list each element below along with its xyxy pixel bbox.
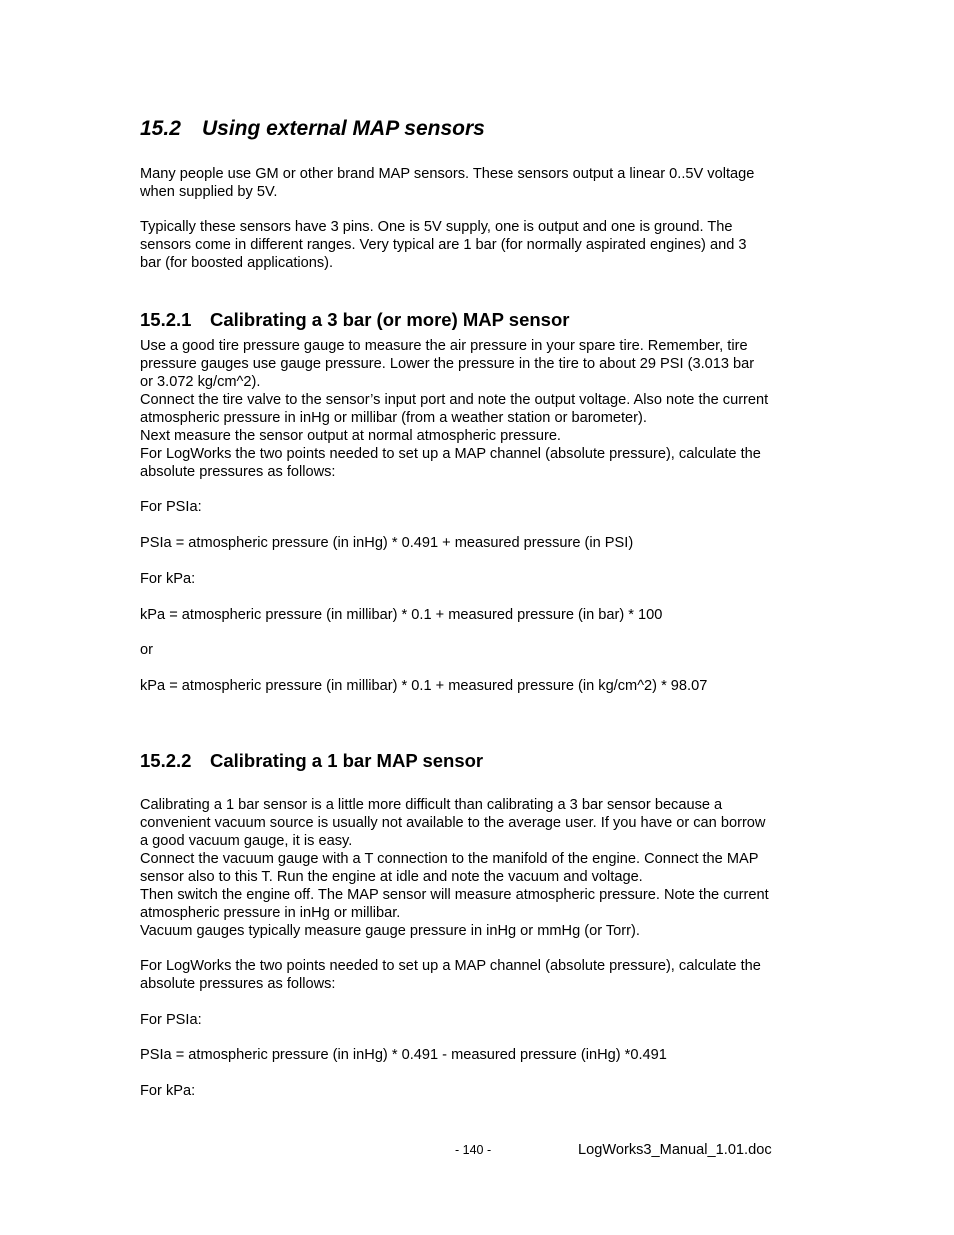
text-line: atmospheric pressure in inHg or millibar. xyxy=(140,905,401,921)
subsection-number: 15.2.1 xyxy=(140,309,192,330)
calibration-3bar-body xyxy=(140,337,820,481)
subsection-heading-1bar xyxy=(140,750,483,772)
subsection-heading-3bar xyxy=(140,309,569,331)
for-psia-label: For PSIa: xyxy=(140,499,202,515)
text-line: when supplied by 5V. xyxy=(140,184,278,200)
text-line: Connect the tire valve to the sensor’s input port and note the output voltage. Also note the current xyxy=(140,392,769,408)
text-line: Then switch the engine off. The MAP sensor will measure atmospheric pressure. Note the current xyxy=(140,887,769,903)
section-number: 15.2 xyxy=(140,117,181,140)
text-line: sensor also to this T. Run the engine at idle and note the vacuum and voltage. xyxy=(140,869,643,885)
text-line: Many people use GM or other brand MAP sensors. These sensors output a linear 0..5V voltage xyxy=(140,166,755,182)
intro-paragraph-2 xyxy=(140,218,820,272)
psia-formula-1bar: PSIa = atmospheric pressure (in inHg) * 0.491 - measured pressure (inHg) *0.491 xyxy=(140,1047,667,1063)
intro-paragraph-1 xyxy=(140,165,820,201)
for-kpa-label-1bar: For kPa: xyxy=(140,1083,196,1099)
text-line: Vacuum gauges typically measure gauge pressure in inHg or mmHg (or Torr). xyxy=(140,923,640,939)
psia-formula: PSIa = atmospheric pressure (in inHg) * 0.491 + measured pressure (in PSI) xyxy=(140,535,634,551)
text-line: a good vacuum gauge, it is easy. xyxy=(140,833,353,849)
for-psia-label-1bar: For PSIa: xyxy=(140,1012,202,1028)
text-line: sensors come in different ranges. Very typical are 1 bar (for normally aspirated engines) and 3 xyxy=(140,237,747,253)
text-line: For LogWorks the two points needed to set up a MAP channel (absolute pressure), calculate the xyxy=(140,958,761,974)
logworks-paragraph xyxy=(140,957,820,993)
text-line: Next measure the sensor output at normal atmospheric pressure. xyxy=(140,428,561,444)
text-line: Connect the vacuum gauge with a T connection to the manifold of the engine. Connect the MAP xyxy=(140,851,759,867)
subsection-title: Calibrating a 1 bar MAP sensor xyxy=(210,750,484,771)
subsection-title: Calibrating a 3 bar (or more) MAP sensor xyxy=(210,309,570,330)
text-line: Calibrating a 1 bar sensor is a little more difficult than calibrating a 3 bar sensor because a xyxy=(140,797,723,813)
text-line: or 3.072 kg/cm^2). xyxy=(140,374,261,390)
text-line: Typically these sensors have 3 pins. One is 5V supply, one is output and one is ground. The xyxy=(140,219,733,235)
subsection-number: 15.2.2 xyxy=(140,750,192,771)
document-filename: LogWorks3_Manual_1.01.doc xyxy=(578,1142,772,1158)
text-line: atmospheric pressure in inHg or millibar (from a weather station or barometer). xyxy=(140,410,647,426)
text-line: convenient vacuum source is usually not available to the average user. If you have or can borrow xyxy=(140,815,766,831)
or-text: or xyxy=(140,642,153,658)
section-title: Using external MAP sensors xyxy=(202,117,485,140)
for-kpa-label: For kPa: xyxy=(140,571,196,587)
kpa-formula-millibar-bar: kPa = atmospheric pressure (in millibar) * 0.1 + measured pressure (in bar) * 100 xyxy=(140,607,663,623)
text-line: Use a good tire pressure gauge to measure the air pressure in your spare tire. Remember, tire xyxy=(140,338,748,354)
section-heading xyxy=(140,117,485,141)
kpa-formula-millibar-kgcm2: kPa = atmospheric pressure (in millibar) * 0.1 + measured pressure (in kg/cm^2) * 98.07 xyxy=(140,678,708,694)
text-line: pressure gauges use gauge pressure. Lower the pressure in the tire to about 29 PSI (3.013 bar xyxy=(140,356,755,372)
text-line: For LogWorks the two points needed to set up a MAP channel (absolute pressure), calculate the xyxy=(140,446,761,462)
text-line: bar (for boosted applications). xyxy=(140,255,334,271)
text-line: absolute pressures as follows: xyxy=(140,976,336,992)
page-number: - 140 - xyxy=(455,1143,492,1157)
calibration-1bar-body xyxy=(140,796,820,940)
text-line: absolute pressures as follows: xyxy=(140,464,336,480)
